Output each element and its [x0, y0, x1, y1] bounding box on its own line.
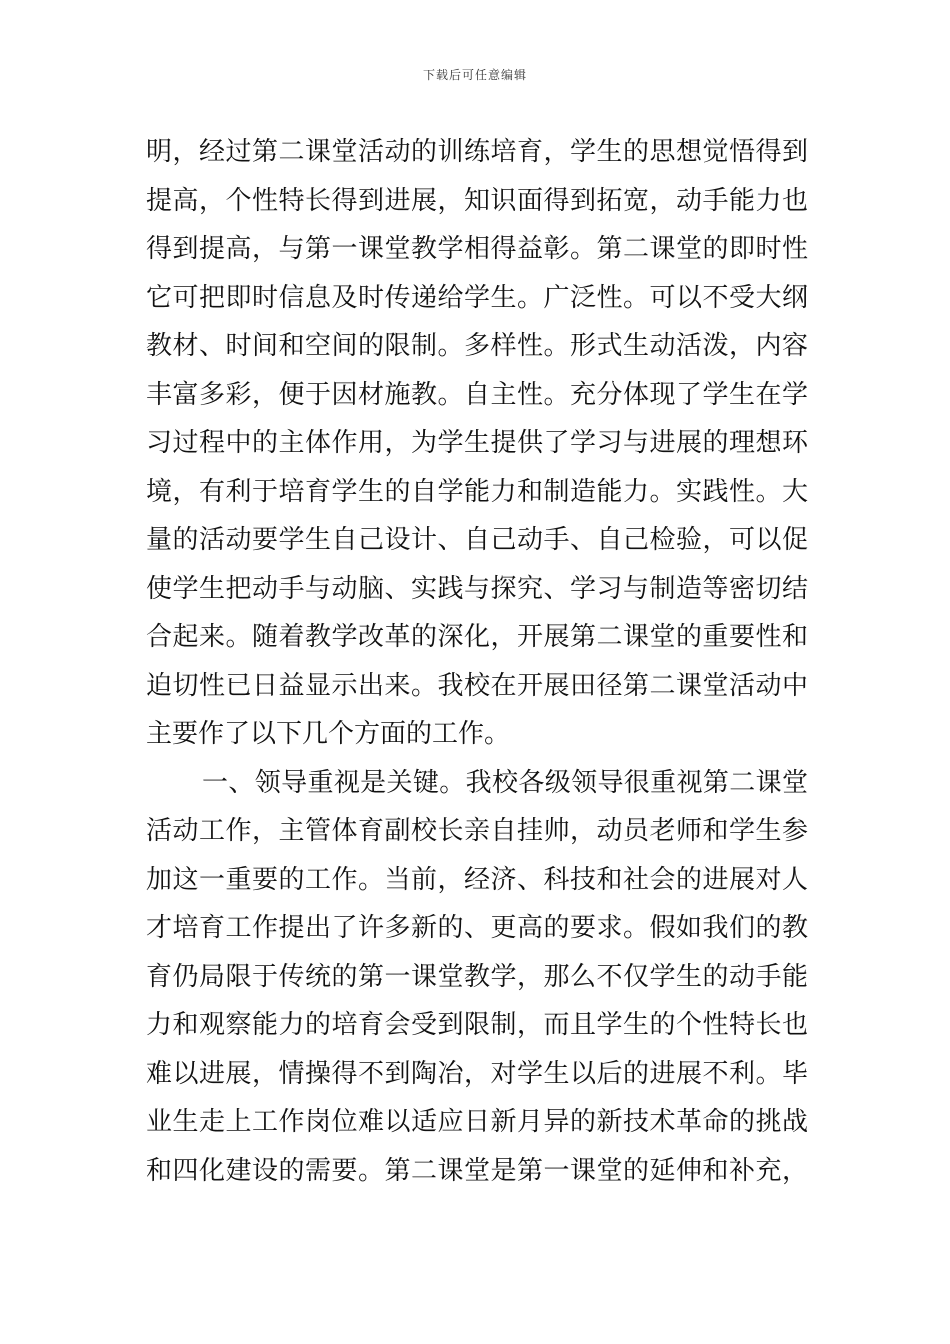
text-line: 力和观察能力的培育会受到限制，而且学生的个性特长也 [146, 1010, 808, 1040]
page-header: 下载后可任意编辑 [422, 68, 527, 82]
text-line: 量的活动要学生自己设计、自己动手、自己检验，可以促 [146, 525, 808, 555]
text-line: 迫切性已日益显示出来。我校在开展田径第二课堂活动中 [146, 670, 808, 701]
text-line: 合起来。随着教学改革的深化，开展第二课堂的重要性和 [146, 622, 808, 652]
text-line: 活动工作，主管体育副校长亲自挂帅，动员老师和学生参 [146, 816, 808, 846]
text-line: 育仍局限于传统的第一课堂教学，那么不仅学生的动手能 [146, 961, 808, 992]
text-line: 提高，个性特长得到进展，知识面得到拓宽，动手能力也 [146, 185, 808, 216]
text-line: 一、领导重视是关键。我校各级领导很重视第二课堂 [202, 767, 808, 798]
text-line: 加这一重要的工作。当前，经济、科技和社会的进展对人 [146, 864, 808, 895]
text-line: 它可把即时信息及时传递给学生。广泛性。可以不受大纲 [146, 282, 808, 313]
text-line: 使学生把动手与动脑、实践与探究、学习与制造等密切结 [146, 573, 808, 604]
text-line: 丰富多彩，便于因材施教。自主性。充分体现了学生在学 [146, 379, 808, 410]
text-line: 主要作了以下几个方面的工作。 [146, 719, 511, 749]
text-line: 业生走上工作岗位难以适应日新月异的新技术革命的挑战 [146, 1107, 808, 1137]
text-line: 习过程中的主体作用，为学生提供了学习与进展的理想环 [146, 428, 808, 458]
text-line: 明，经过第二课堂活动的训练培育，学生的思想觉悟得到 [146, 137, 808, 167]
text-line: 得到提高，与第一课堂教学相得益彰。第二课堂的即时性 [146, 234, 808, 264]
text-line: 才培育工作提出了许多新的、更高的要求。假如我们的教 [146, 913, 808, 943]
text-line: 和四化建设的需要。第二课堂是第一课堂的延伸和补充， [146, 1155, 808, 1186]
text-line: 境，有利于培育学生的自学能力和制造能力。实践性。大 [146, 476, 808, 507]
text-line: 教材、时间和空间的限制。多样性。形式生动活泼，内容 [146, 331, 808, 361]
document-body [146, 128, 808, 1195]
text-line: 难以进展，情操得不到陶冶，对学生以后的进展不利。毕 [146, 1058, 808, 1089]
